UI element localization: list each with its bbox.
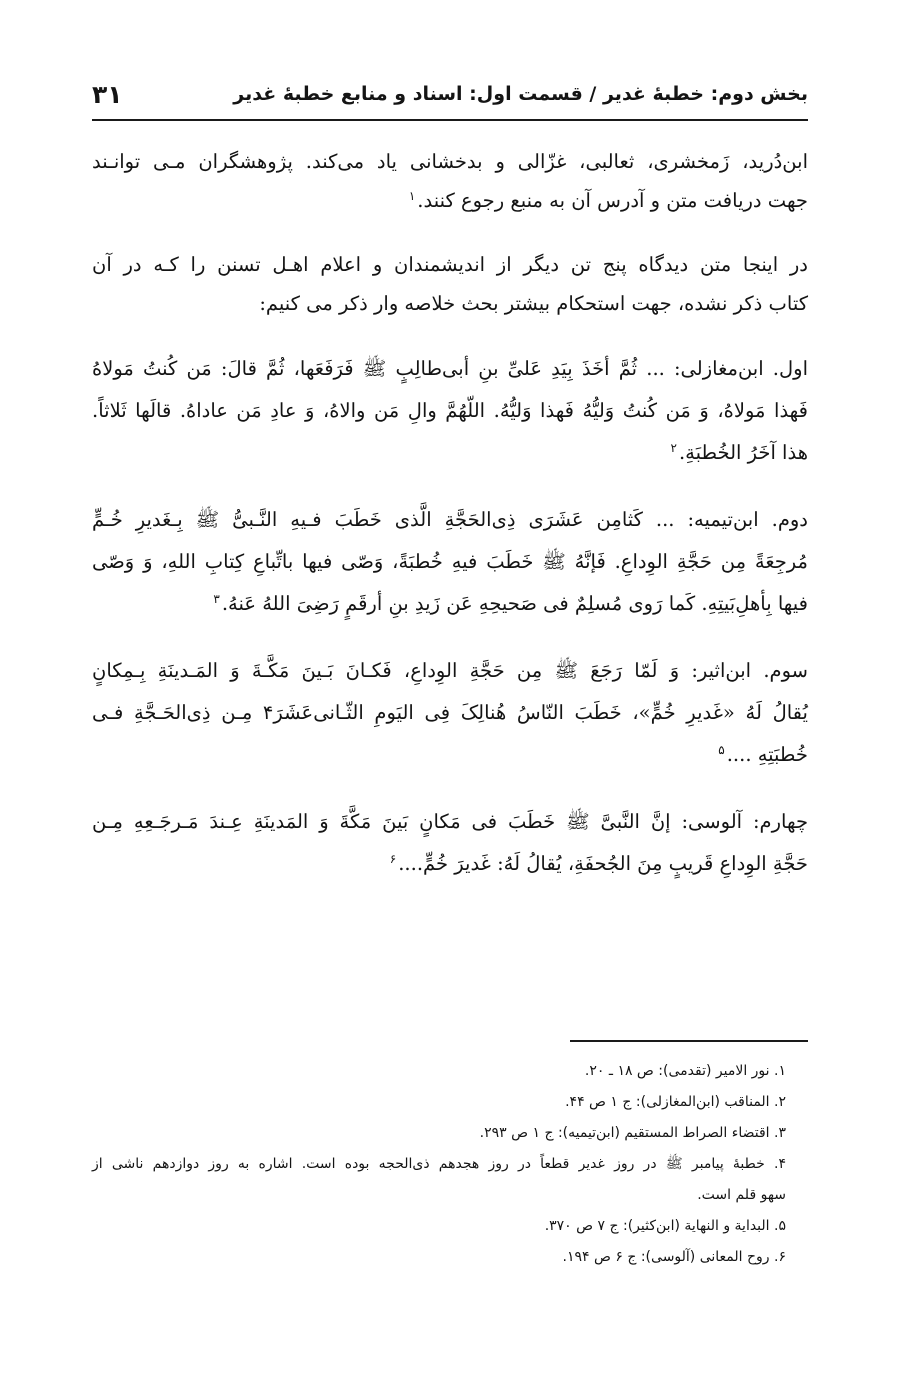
footnote-item bbox=[92, 1211, 808, 1242]
text-line: دوم. ابن‌تیمیه: ... کَثامِن عَشَرَی ذِی‌الحَجَّةِ الَّذی خَطَبَ فـیهِ النَّـبیُّ ﷺ بِـغَدیرِ خُـمٍّ bbox=[92, 508, 808, 531]
paragraph-ibn-athir bbox=[92, 650, 808, 776]
running-title: بخش دوم: خطبهٔ غدیر / قسمت اول: اسناد و منابع خطبهٔ غدیر bbox=[233, 83, 808, 105]
footnotes bbox=[92, 1056, 808, 1273]
footnote-text: ۴. خطبهٔ پیامبر ﷺ در روز غدیر قطعاً در روز هجدهم ذی‌الحجه بوده است. اشاره به روز دوازدهم ناشی از bbox=[92, 1156, 786, 1172]
footnote-item bbox=[92, 1056, 808, 1087]
text-line: چهارم: آلوسی: إنَّ النَّبیَّ ﷺ خَطَبَ فی مَکانٍ بَینَ مَکَّةَ وَ المَدینَةِ عِـندَ مَـرجَـعِهِ مِـن bbox=[92, 810, 808, 833]
footnote-text: سهو قلم است. bbox=[697, 1187, 786, 1203]
book-page bbox=[92, 0, 808, 1390]
text-line: فَهذا مَولاهُ، وَ مَن کُنتُ وَلیُّهُ فَهذا وَلیُّهُ. اللّهُمَّ والِ مَن والاهُ، وَ عادِ مَن عاداهُ. قالَها ثَلاثاً. bbox=[92, 399, 808, 422]
text-line-last bbox=[92, 583, 808, 625]
footnote-text: ۵. البدایة و النهایة (ابن‌کثیر): ج ۷ ص ۳۷۰. bbox=[544, 1218, 786, 1234]
footnote-ref: ۵ bbox=[718, 742, 725, 757]
footnote-separator bbox=[570, 1040, 808, 1042]
paragraph-alusi bbox=[92, 801, 808, 885]
text-line: در اینجا متن دیدگاه پنج تن دیگر از اندیشمندان و اعلام اهـل تسنن را کـه در آن bbox=[92, 253, 808, 276]
text-line: اول. ابن‌مغازلی: ... ثُمَّ أخَذَ بِیَدِ عَلیِّ بنِ أبی‌طالِبٍ ﷺ فَرَفَعَها، ثُمَّ قالَ: مَن کُنتُ مَولاهُ bbox=[92, 357, 808, 380]
text-line-last bbox=[92, 843, 808, 885]
body-text bbox=[92, 142, 808, 885]
footnote-text: ۶. روح المعانی (آلوسی): ج ۶ ص ۱۹۴. bbox=[562, 1249, 786, 1265]
text-line: مُرجِعَةً مِن حَجَّةِ الوِداعِ. فَإنَّهُ ﷺ خَطَبَ فیهِ خُطبَةً، وَصّی فیها باتِّباعِ کِتابِ اللهِ، وَ وَصّی bbox=[92, 550, 808, 573]
paragraph-intro bbox=[92, 245, 808, 323]
header-rule bbox=[92, 119, 808, 121]
footnote-text: ۲. المناقب (ابن‌المغازلی): ج ۱ ص ۴۴. bbox=[565, 1094, 786, 1110]
text-line: حَجَّةِ الوِداعِ قَریبٍ مِنَ الجُحفَةِ، یُقالُ لَهُ: غَدیرَ خُمٍّ.... bbox=[398, 852, 808, 875]
text-line-last bbox=[92, 432, 808, 474]
text-line: خُطبَتِهِ .... bbox=[726, 743, 808, 766]
footnote-item bbox=[92, 1242, 808, 1273]
text-line: کتاب ذکر نشده، جهت استحکام بیشتر بحث خلاصه وار ذکر می کنیم: bbox=[259, 292, 808, 315]
text-line-last bbox=[92, 734, 808, 776]
text-line: سوم. ابن‌اثیر: وَ لَمّا رَجَعَ ﷺ مِن حَجَّةِ الوِداعِ، فَکـانَ بَـینَ مَکَّـةَ وَ المَـدینَةِ بِـمِکانٍ bbox=[92, 659, 808, 682]
footnote-item bbox=[92, 1118, 808, 1149]
text-line: جهت دریافت متن و آدرس آن به منبع رجوع کنند. bbox=[417, 189, 808, 212]
text-line: ابن‌دُرید، زَمخشری، ثعالبی، غزّالی و بدخشانی یاد می‌کند. پژوهشگران مـی توانـند bbox=[92, 150, 808, 173]
footnote-text: ۳. اقتضاء الصراط المستقیم (ابن‌تیمیه): ج ۱ ص ۲۹۳. bbox=[479, 1125, 786, 1141]
text-line: فیها بِأهلِ‌بَیتِهِ. کَما رَوی مُسلِمٌ فی صَحیحِهِ عَن زَیدِ بنِ أرقَمٍ رَضِیَ اللهُ عَنهُ. bbox=[221, 592, 808, 615]
text-line: هذا آخَرُ الخُطبَةِ. bbox=[678, 441, 808, 464]
footnote-text: ۱. نور الامیر (تقدمی): ص ۱۸ ـ ۲۰. bbox=[584, 1063, 786, 1079]
page-header bbox=[92, 72, 808, 116]
paragraph-ibn-maghazili bbox=[92, 348, 808, 474]
footnote-item bbox=[92, 1087, 808, 1118]
paragraph-ibn-taymiyya bbox=[92, 499, 808, 625]
footnote-ref: ۲ bbox=[670, 440, 677, 455]
text-line-last bbox=[92, 181, 808, 220]
footnote-item bbox=[92, 1149, 808, 1211]
page-number: ۳۱ bbox=[92, 79, 123, 109]
footnote-ref: ۶ bbox=[389, 851, 397, 866]
text-line: یُقالُ لَهُ «غَدیرِ خُمٍّ»، خَطَبَ النّاسُ هُنالِکَ فِی الیَومِ الثّـانی‌عَشَرَ۴ مِـن ذِی‌الحَـجَّةِ فـی bbox=[92, 701, 808, 724]
paragraph-sources bbox=[92, 142, 808, 220]
footnote-ref: ۱ bbox=[408, 188, 416, 203]
footnote-ref: ۳ bbox=[213, 591, 220, 606]
